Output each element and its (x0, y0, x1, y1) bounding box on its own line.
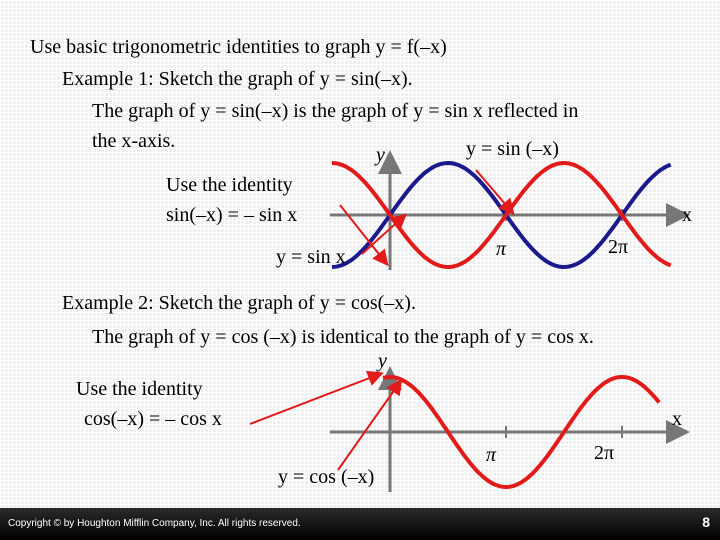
graph2-cos-neg-label: y = cos (–x) (278, 466, 375, 488)
example2-title: Example 2: Sketch the graph of y = cos(–x). (62, 292, 416, 314)
example1-description-cont: the x-axis. (92, 130, 176, 152)
identity2-heading: Use the identity (76, 378, 203, 400)
example1-description: The graph of y = sin(–x) is the graph of y = sin x reflected in (92, 100, 579, 122)
graph1-x-label: x (682, 204, 692, 226)
graph1-2pi-label: 2π (608, 236, 629, 258)
graph1-sin-neg-label: y = sin (–x) (466, 138, 559, 160)
graph2-y-label: y (378, 350, 387, 372)
graph2-axes (330, 372, 684, 492)
graph1-pi-label: π (496, 238, 507, 260)
identity1-formula: sin(–x) = – sin x (166, 204, 298, 226)
identity1-heading: Use the identity (166, 174, 293, 196)
graph2-2pi-label: 2π (594, 442, 615, 464)
page-number: 8 (702, 514, 710, 530)
example1-title: Example 1: Sketch the graph of y = sin(–x). (62, 68, 413, 90)
copyright-text: Copyright © by Houghton Mifflin Company, Inc. All rights reserved. (8, 518, 301, 529)
graph2-identity-pointer (250, 374, 380, 424)
example2-description: The graph of y = cos (–x) is identical to the graph of y = cos x. (92, 326, 594, 348)
graph2-x-label: x (672, 408, 682, 430)
slide-heading: Use basic trigonometric identities to graph y = f(–x) (30, 36, 447, 58)
graph1-y-label: y (376, 144, 385, 166)
graph1-sin-neg-pointer (476, 170, 512, 212)
graph2-pi-label: π (486, 444, 497, 466)
graph1-sin-label: y = sin x (276, 246, 346, 268)
identity2-formula: cos(–x) = – cos x (84, 408, 222, 430)
